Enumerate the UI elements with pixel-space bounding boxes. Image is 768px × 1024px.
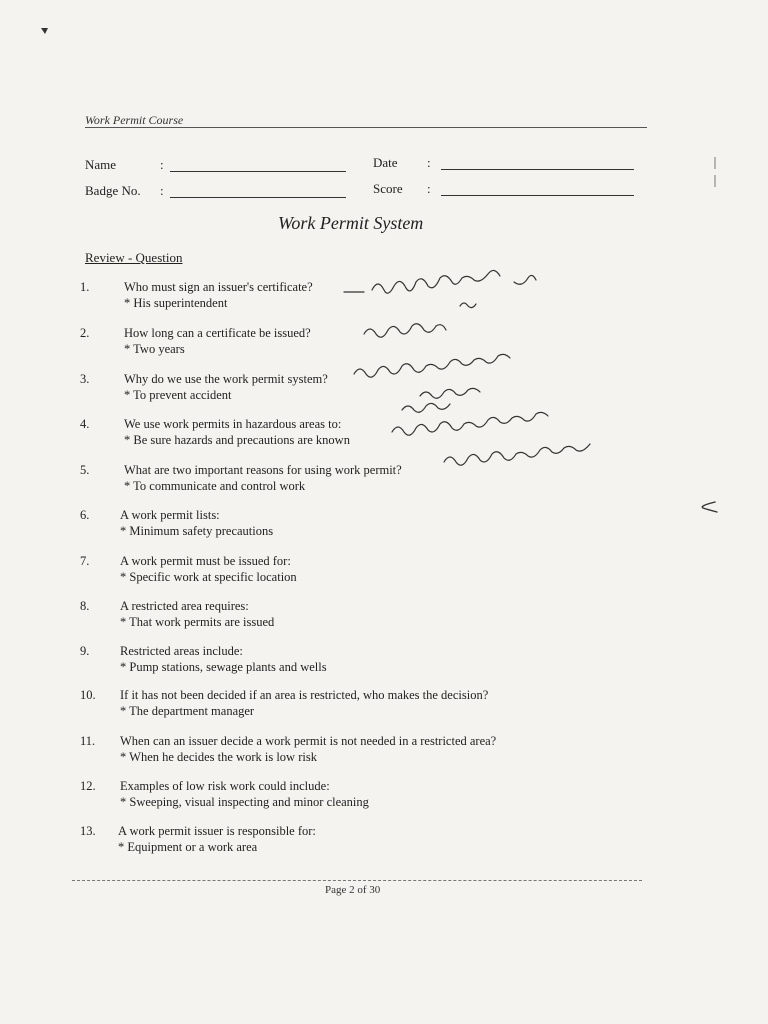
answer-text: * His superintendent [124,296,228,310]
question-text: We use work permits in hazardous areas to: [124,417,342,431]
question-number: 9. [80,644,90,658]
date-field [373,155,431,171]
page-title: Work Permit System [278,213,424,233]
score-line [441,195,634,196]
name-label: Name [85,157,117,172]
answer-text: * That work permits are issued [120,615,275,629]
page-number: Page 2 of 30 [325,884,381,896]
question-text: What are two important reasons for using work permit? [124,463,402,477]
answer-text: * Minimum safety precautions [120,524,274,538]
answer-text: * Sweeping, visual inspecting and minor cleaning [120,795,369,809]
question-number: 11. [80,734,96,748]
question-text: A work permit lists: [120,508,220,522]
badge-field [85,183,164,199]
date-line [441,169,634,170]
score-colon: : [427,181,431,196]
question-number: 5. [80,463,90,477]
question-text: Who must sign an issuer's certificate? [124,280,313,294]
question-number: 3. [80,372,90,386]
answer-text: * To prevent accident [124,388,232,402]
question-number: 8. [80,599,90,613]
question-text: A work permit must be issued for: [120,554,291,568]
question-text: How long can a certificate be issued? [124,326,311,340]
question-number: 4. [80,417,90,431]
course-title: Work Permit Course [85,113,184,127]
answer-text: * Be sure hazards and precautions are known [124,433,350,447]
question-text: Restricted areas include: [120,644,243,658]
date-label: Date [373,155,398,170]
answer-text: * The department manager [120,704,255,718]
footer-rule [72,880,642,881]
question-text: A work permit issuer is responsible for: [118,824,316,838]
question-text: Why do we use the work permit system? [124,372,328,386]
answer-text: * When he decides the work is low risk [120,750,317,764]
question-number: 13. [80,824,96,838]
answer-text: * Specific work at specific location [120,570,297,584]
handwritten-annotations [340,262,700,482]
name-line [170,171,346,172]
answer-text: * Two years [124,342,185,356]
pen-mark [695,498,719,516]
badge-colon: : [160,183,164,198]
section-label: Review - Question [85,250,183,265]
name-colon: : [160,157,164,172]
score-label: Score [373,181,403,196]
question-text: When can an issuer decide a work permit is not needed in a restricted area? [120,734,497,748]
answer-text: * Equipment or a work area [118,840,258,854]
question-number: 10. [80,688,96,702]
question-number: 1. [80,280,90,294]
answer-text: * To communicate and control work [124,479,306,493]
question-number: 7. [80,554,90,568]
score-field [373,181,431,197]
question-number: 2. [80,326,90,340]
scan-speck [40,26,50,36]
question-text: If it has not been decided if an area is restricted, who makes the decision? [120,688,489,702]
scan-mark-right [712,155,718,189]
date-colon: : [427,155,431,170]
name-field [85,157,164,173]
question-text: A restricted area requires: [120,599,249,613]
question-text: Examples of low risk work could include: [120,779,330,793]
question-number: 12. [80,779,96,793]
course-rule [85,127,647,128]
answer-text: * Pump stations, sewage plants and wells [120,660,327,674]
badge-line [170,197,346,198]
badge-label: Badge No. [85,183,141,198]
question-number: 6. [80,508,90,522]
